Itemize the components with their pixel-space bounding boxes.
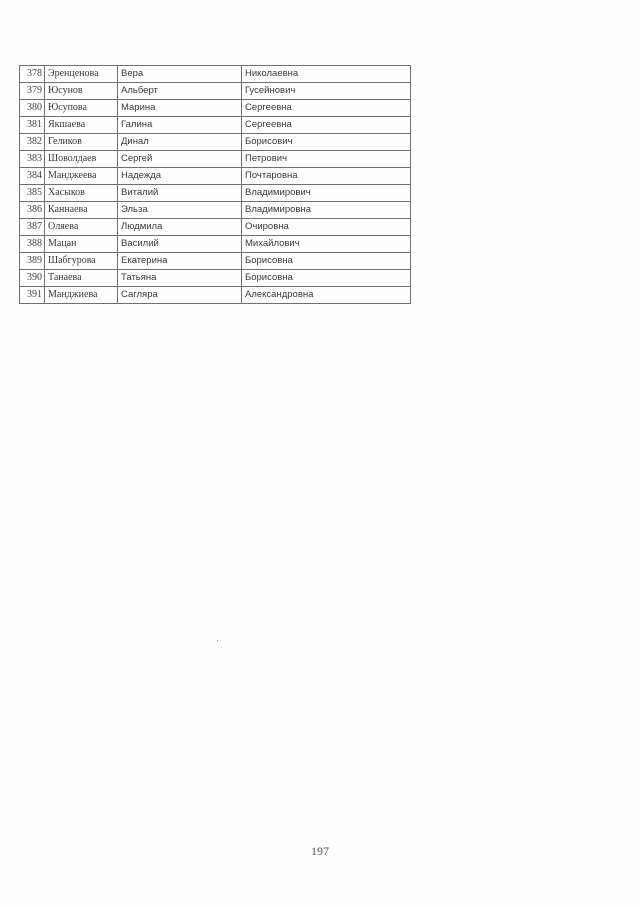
- first-name-cell: Вера: [118, 66, 242, 83]
- first-name-cell: Марина: [118, 100, 242, 117]
- first-name-cell: Екатерина: [118, 253, 242, 270]
- surname-cell: Мацан: [45, 236, 118, 253]
- row-number-cell: 389: [20, 253, 45, 270]
- first-name-cell: Василий: [118, 236, 242, 253]
- first-name-cell: Татьяна: [118, 270, 242, 287]
- first-name-cell: Надежда: [118, 168, 242, 185]
- table-row: [20, 83, 411, 100]
- row-number-cell: 385: [20, 185, 45, 202]
- first-name-cell: Альберт: [118, 83, 242, 100]
- patronymic-cell: Петрович: [242, 151, 411, 168]
- row-number-cell: 381: [20, 117, 45, 134]
- table-row: [20, 168, 411, 185]
- surname-cell: Якшаева: [45, 117, 118, 134]
- patronymic-cell: Сергеевна: [242, 100, 411, 117]
- surname-cell: Оляева: [45, 219, 118, 236]
- surname-cell: Хасыков: [45, 185, 118, 202]
- patronymic-cell: Владимирович: [242, 185, 411, 202]
- table-row: [20, 202, 411, 219]
- surname-cell: Манджиева: [45, 287, 118, 304]
- first-name-cell: Сагляра: [118, 287, 242, 304]
- first-name-cell: Сергей: [118, 151, 242, 168]
- row-number-cell: 382: [20, 134, 45, 151]
- table-row: [20, 219, 411, 236]
- row-number-cell: 388: [20, 236, 45, 253]
- patronymic-cell: Борисовна: [242, 270, 411, 287]
- first-name-cell: Людмила: [118, 219, 242, 236]
- first-name-cell: Эльза: [118, 202, 242, 219]
- row-number-cell: 380: [20, 100, 45, 117]
- first-name-cell: Динал: [118, 134, 242, 151]
- surname-cell: Каннаева: [45, 202, 118, 219]
- table-row: [20, 151, 411, 168]
- row-number-cell: 384: [20, 168, 45, 185]
- surname-cell: Эренценова: [45, 66, 118, 83]
- patronymic-cell: Борисовна: [242, 253, 411, 270]
- patronymic-cell: Очировна: [242, 219, 411, 236]
- row-number-cell: 390: [20, 270, 45, 287]
- table-row: [20, 134, 411, 151]
- surname-cell: Юсунов: [45, 83, 118, 100]
- table-row: [20, 287, 411, 304]
- row-number-cell: 379: [20, 83, 45, 100]
- first-name-cell: Галина: [118, 117, 242, 134]
- row-number-cell: 387: [20, 219, 45, 236]
- row-number-cell: 391: [20, 287, 45, 304]
- surname-cell: Шоволдаев: [45, 151, 118, 168]
- row-number-cell: 378: [20, 66, 45, 83]
- surname-cell: Шабгурова: [45, 253, 118, 270]
- patronymic-cell: Владимировна: [242, 202, 411, 219]
- table-row: [20, 66, 411, 83]
- surname-cell: Манджеева: [45, 168, 118, 185]
- surname-cell: Юсупова: [45, 100, 118, 117]
- roster-table: [19, 65, 411, 304]
- patronymic-cell: Николаевна: [242, 66, 411, 83]
- table-row: [20, 117, 411, 134]
- table-row: [20, 236, 411, 253]
- row-number-cell: 383: [20, 151, 45, 168]
- patronymic-cell: Борисович: [242, 134, 411, 151]
- page-number: 197: [311, 844, 329, 858]
- roster-table-body: [20, 66, 411, 304]
- table-row: [20, 185, 411, 202]
- table-row: [20, 100, 411, 117]
- table-row: [20, 253, 411, 270]
- patronymic-cell: Александровна: [242, 287, 411, 304]
- row-number-cell: 386: [20, 202, 45, 219]
- scan-speck: [217, 640, 218, 641]
- patronymic-cell: Почтаровна: [242, 168, 411, 185]
- surname-cell: Геликов: [45, 134, 118, 151]
- surname-cell: Танаева: [45, 270, 118, 287]
- first-name-cell: Виталий: [118, 185, 242, 202]
- patronymic-cell: Сергеевна: [242, 117, 411, 134]
- patronymic-cell: Михайлович: [242, 236, 411, 253]
- table-row: [20, 270, 411, 287]
- patronymic-cell: Гусейнович: [242, 83, 411, 100]
